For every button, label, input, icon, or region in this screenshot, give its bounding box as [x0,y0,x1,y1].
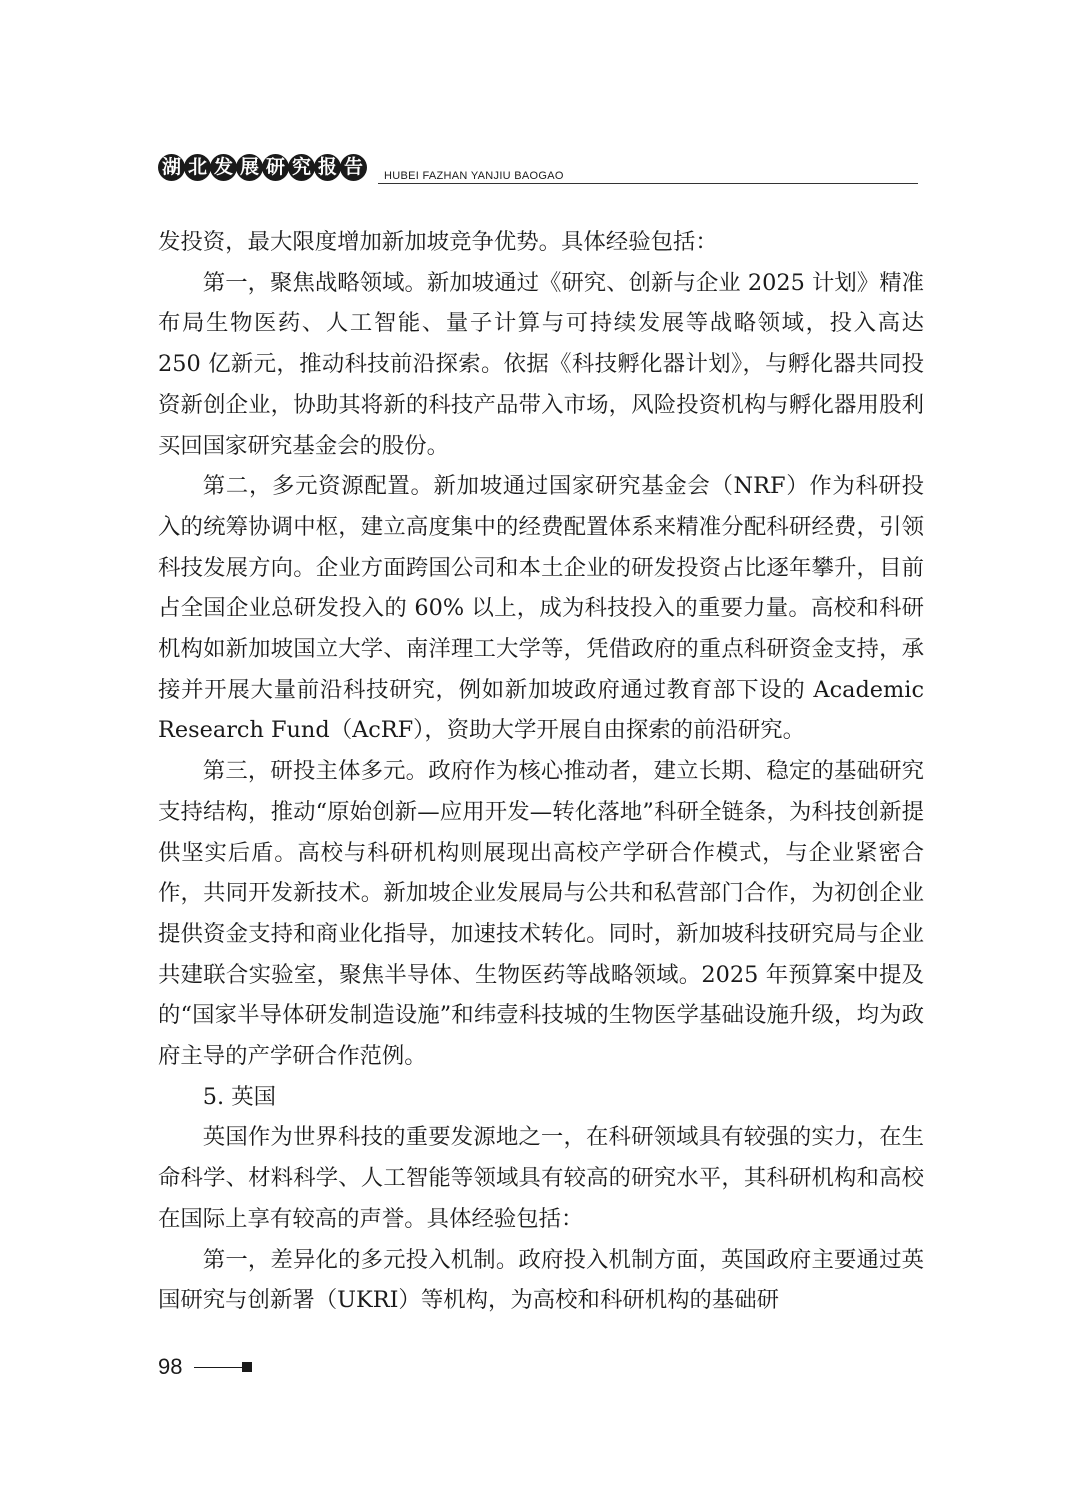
paragraph-continuation: 发投资，最大限度增加新加坡竞争优势。具体经验包括： [158,229,718,255]
footer-square-ornament [242,1362,252,1372]
paragraph: 第三，研投主体多元。政府作为核心推动者，建立长期、稳定的基础研究支持结构，推动“原始创新—应用开发—转化落地”科研全链条，为科技创新提供坚实后盾。高校与科研机构则展现出高校产学研合作模式，与企业紧密合作，共同开发新技术。新加坡企业发展局与公共和私营部门合作，为初创企业提供资金支持和商业化指导，加速技术转化。同时，新加坡科技研究局与企业共建联合实验室，聚焦半导体、生物医药等战略领域。2025 年预算案中提及的“国家半导体研发制造设施”和纬壹科技城的生物医学基础设施升级，均为政府主导的产学研合作范例。 [158,758,924,1070]
series-title-char: 北 [184,154,211,181]
series-title-char: 展 [236,154,263,181]
header-rule [378,183,918,184]
series-title-char: 报 [314,154,341,181]
paragraph: 英国作为世界科技的重要发源地之一，在科研领域具有较强的实力，在生命科学、材料科学、人工智能等领域具有较高的研究水平，其科研机构和高校在国际上享有较高的声誉。具体经验包括： [158,1124,924,1232]
footer-rule [194,1367,242,1368]
series-title-char: 湖 [158,154,185,181]
page-number: 98 [158,1354,183,1379]
running-header [158,150,918,186]
page-footer [158,1352,252,1382]
paragraph: 第二，多元资源配置。新加坡通过国家研究基金会（NRF）作为科研投入的统筹协调中枢，建立高度集中的经费配置体系来精准分配科研经费，引领科技发展方向。企业方面跨国公司和本土企业的研发投资占比逐年攀升，目前占全国企业总研发投入的 60% 以上，成为科技投入的重要力量。高校和科研机构如新加坡国立大学、南洋理工大学等，凭借政府的重点科研资金支持，承接并开展大量前沿科技研究，例如新加坡政府通过教育部下设的 Academic Research Fund（AcRF），资助大学开展自由探索的前沿研究。 [158,473,924,744]
paragraph: 第一，聚焦战略领域。新加坡通过《研究、创新与企业 2025 计划》精准布局生物医药、人工智能、量子计算与可持续发展等战略领域，投入高达 250 亿新元，推动科技前沿探索。依据《科技孵化器计划》，与孵化器共同投资新创企业，协助其将新的科技产品带入市场，风险投资机构与孵化器用股利买回国家研究基金会的股份。 [158,269,924,459]
series-title [158,154,366,181]
series-title-char: 告 [340,154,367,181]
series-title-char: 发 [210,154,237,181]
series-title-char: 研 [262,154,289,181]
section-heading: 5. 英国 [202,1083,277,1110]
paragraph: 第一，差异化的多元投入机制。政府投入机制方面，英国政府主要通过英国研究与创新署（UKRI）等机构，为高校和科研机构的基础研 [158,1246,924,1314]
series-title-char: 究 [288,154,315,181]
series-pinyin: HUBEI FAZHAN YANJIU BAOGAO [384,170,564,182]
body-text [158,222,924,1321]
